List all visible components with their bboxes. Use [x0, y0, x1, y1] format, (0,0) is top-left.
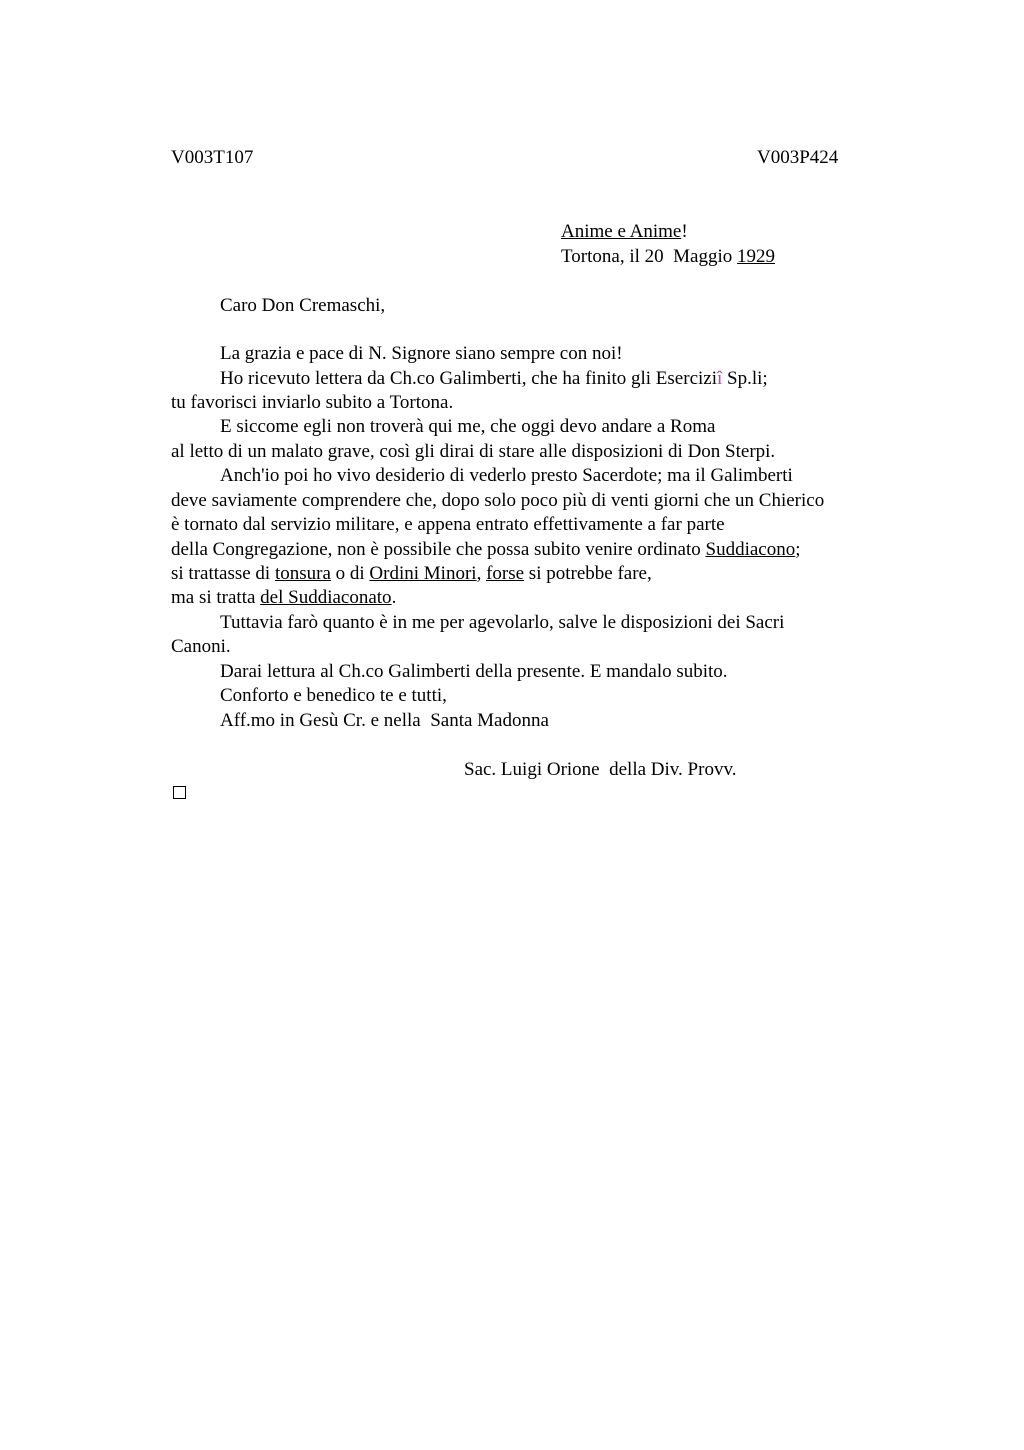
- body-line-10-mid: o di: [330, 563, 370, 584]
- header-left-code: V003T107: [171, 147, 254, 168]
- dateline-year: 1929: [736, 246, 775, 267]
- body-line-11-end: .: [391, 587, 397, 608]
- underlined-tonsura: tonsura: [274, 563, 331, 584]
- body-line-10-end: si potrebbe fare,: [524, 563, 652, 584]
- accented-character: î: [717, 368, 723, 389]
- motto: [561, 220, 688, 244]
- motto-exclamation: !: [681, 221, 688, 242]
- signature: Sac. Luigi Orione della Div. Provv.: [464, 759, 737, 780]
- body-line-7: deve saviamente comprendere che, dopo solo poco più di venti giorni che un Chierico: [171, 490, 825, 511]
- body-line-11: [171, 586, 396, 610]
- body-line-2-end: Sp.li;: [722, 368, 768, 389]
- body-line-12: Tuttavia farò quanto è in me per agevolarlo, salve le disposizioni dei Sacri: [220, 612, 785, 633]
- body-line-1: La grazia e pace di N. Signore siano sempre con noi!: [220, 343, 623, 364]
- body-line-13: Canoni.: [171, 636, 231, 657]
- body-line-8: è tornato dal servizio militare, e appena entrato effettivamente a far parte: [171, 514, 725, 535]
- checkbox-icon: [173, 786, 186, 799]
- body-line-2-text: Ho ricevuto lettera da Ch.co Galimberti, che ha finito gli Esercizi: [220, 368, 717, 389]
- body-line-5: al letto di un malato grave, così gli dirai di stare alle disposizioni di Don Sterpi.: [171, 441, 776, 462]
- underlined-ordini-minori: Ordini Minori: [369, 563, 477, 584]
- salutation: Caro Don Cremaschi,: [220, 295, 386, 316]
- body-line-9-text: della Congregazione, non è possibile che possa subito venire ordinato: [171, 539, 706, 560]
- motto-underlined: Anime e Anime: [561, 221, 682, 242]
- body-line-4: E siccome egli non troverà qui me, che oggi devo andare a Roma: [220, 416, 716, 437]
- body-line-14: Darai lettura al Ch.co Galimberti della presente. E mandalo subito.: [220, 661, 728, 682]
- body-line-10-comma: ,: [476, 563, 487, 584]
- dateline-prefix: Tortona, il 20 Maggio: [561, 246, 737, 267]
- body-line-9-end: ;: [795, 539, 801, 560]
- body-line-10-text: si trattasse di: [171, 563, 275, 584]
- body-line-16: Aff.mo in Gesù Cr. e nella Santa Madonna: [220, 710, 549, 731]
- body-line-15: Conforto e benedico te e tutti,: [220, 685, 447, 706]
- dateline: [561, 245, 775, 269]
- underlined-suddiaconato: del Suddiaconato: [260, 587, 392, 608]
- body-line-11-text: ma si tratta: [171, 587, 261, 608]
- underlined-forse: forse: [486, 563, 525, 584]
- body-line-3: tu favorisci inviarlo subito a Tortona.: [171, 392, 454, 413]
- body-line-2: [220, 367, 768, 391]
- body-line-10: [171, 562, 652, 586]
- body-line-9: [171, 538, 801, 562]
- header-right-code: V003P424: [757, 147, 839, 168]
- underlined-suddiacono: Suddiacono: [705, 539, 796, 560]
- body-line-6: Anch'io poi ho vivo desiderio di vederlo presto Sacerdote; ma il Galimberti: [220, 465, 793, 486]
